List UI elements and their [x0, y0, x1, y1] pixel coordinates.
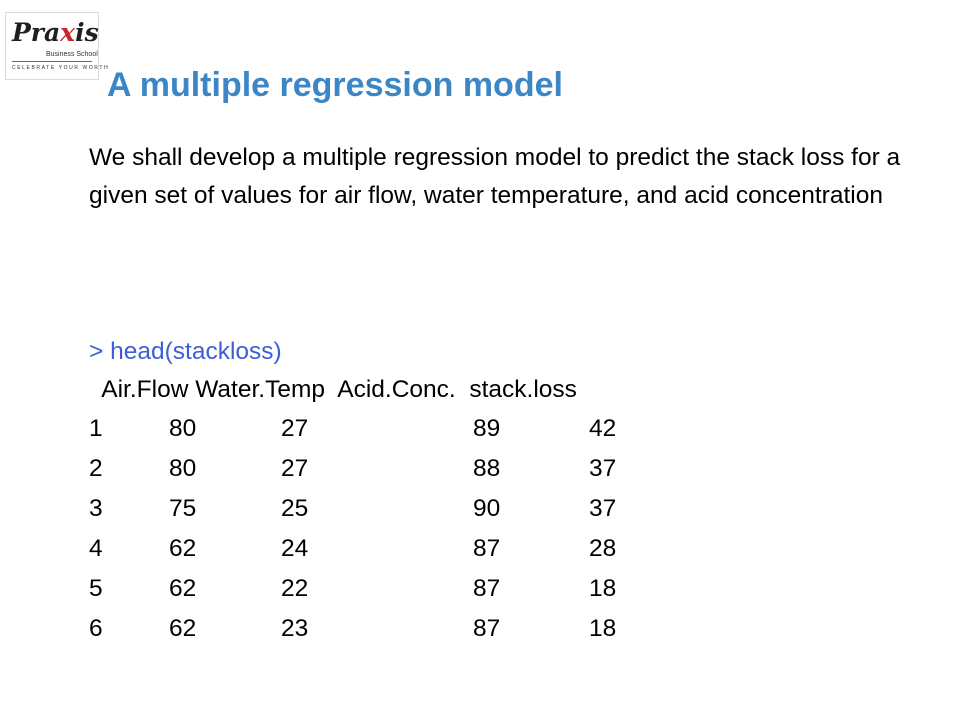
- cell-stack-loss: 18: [589, 575, 617, 602]
- logo-tagline: CELEBRATE YOUR WORTH: [12, 65, 110, 71]
- cell-stack-loss: 37: [589, 495, 617, 522]
- table-row: [89, 529, 617, 569]
- row-index: 5: [89, 575, 103, 602]
- intro-paragraph: We shall develop a multiple regression model to predict the stack loss for a given set of values for air flow, water temperature, and acid concentration: [89, 144, 901, 209]
- cell-acid-conc: 90: [473, 495, 501, 522]
- cell-stack-loss: 28: [589, 535, 617, 562]
- cell-stack-loss: 37: [589, 455, 617, 482]
- cell-water-temp: 27: [281, 455, 309, 482]
- table-header: Air.Flow Water.Temp Acid.Conc. stack.loss: [89, 376, 577, 403]
- cell-air-flow: 62: [169, 535, 197, 562]
- cell-air-flow: 62: [169, 575, 197, 602]
- logo-word-end: is: [75, 18, 99, 47]
- cell-stack-loss: 18: [589, 615, 617, 642]
- logo-divider: [12, 61, 92, 62]
- cell-air-flow: 75: [169, 495, 197, 522]
- logo-word-start: Pra: [12, 18, 61, 47]
- cell-water-temp: 22: [281, 575, 309, 602]
- cell-air-flow: 80: [169, 415, 197, 442]
- row-index: 2: [89, 455, 103, 482]
- row-index: 6: [89, 615, 103, 642]
- cell-stack-loss: 42: [589, 415, 617, 442]
- r-console-output: [89, 333, 617, 649]
- table-row: [89, 569, 617, 609]
- table-row: [89, 409, 617, 449]
- table-row: [89, 489, 617, 529]
- cell-acid-conc: 87: [473, 575, 501, 602]
- console-command: > head(stackloss): [89, 338, 282, 365]
- cell-acid-conc: 87: [473, 535, 501, 562]
- cell-water-temp: 25: [281, 495, 309, 522]
- row-index: 4: [89, 535, 103, 562]
- slide-title: A multiple regression model: [107, 66, 563, 104]
- cell-air-flow: 80: [169, 455, 197, 482]
- logo-word-accent: x: [60, 18, 76, 47]
- row-index: 3: [89, 495, 103, 522]
- table-row: [89, 449, 617, 489]
- cell-water-temp: 27: [281, 415, 309, 442]
- cell-water-temp: 23: [281, 615, 309, 642]
- praxis-logo: [5, 12, 110, 80]
- logo-subtitle: Business School: [46, 51, 98, 58]
- cell-acid-conc: 89: [473, 415, 501, 442]
- row-index: 1: [89, 415, 103, 442]
- table-row: [89, 609, 617, 649]
- cell-air-flow: 62: [169, 615, 197, 642]
- logo-wordmark: [12, 19, 99, 47]
- cell-acid-conc: 87: [473, 615, 501, 642]
- cell-acid-conc: 88: [473, 455, 501, 482]
- cell-water-temp: 24: [281, 535, 309, 562]
